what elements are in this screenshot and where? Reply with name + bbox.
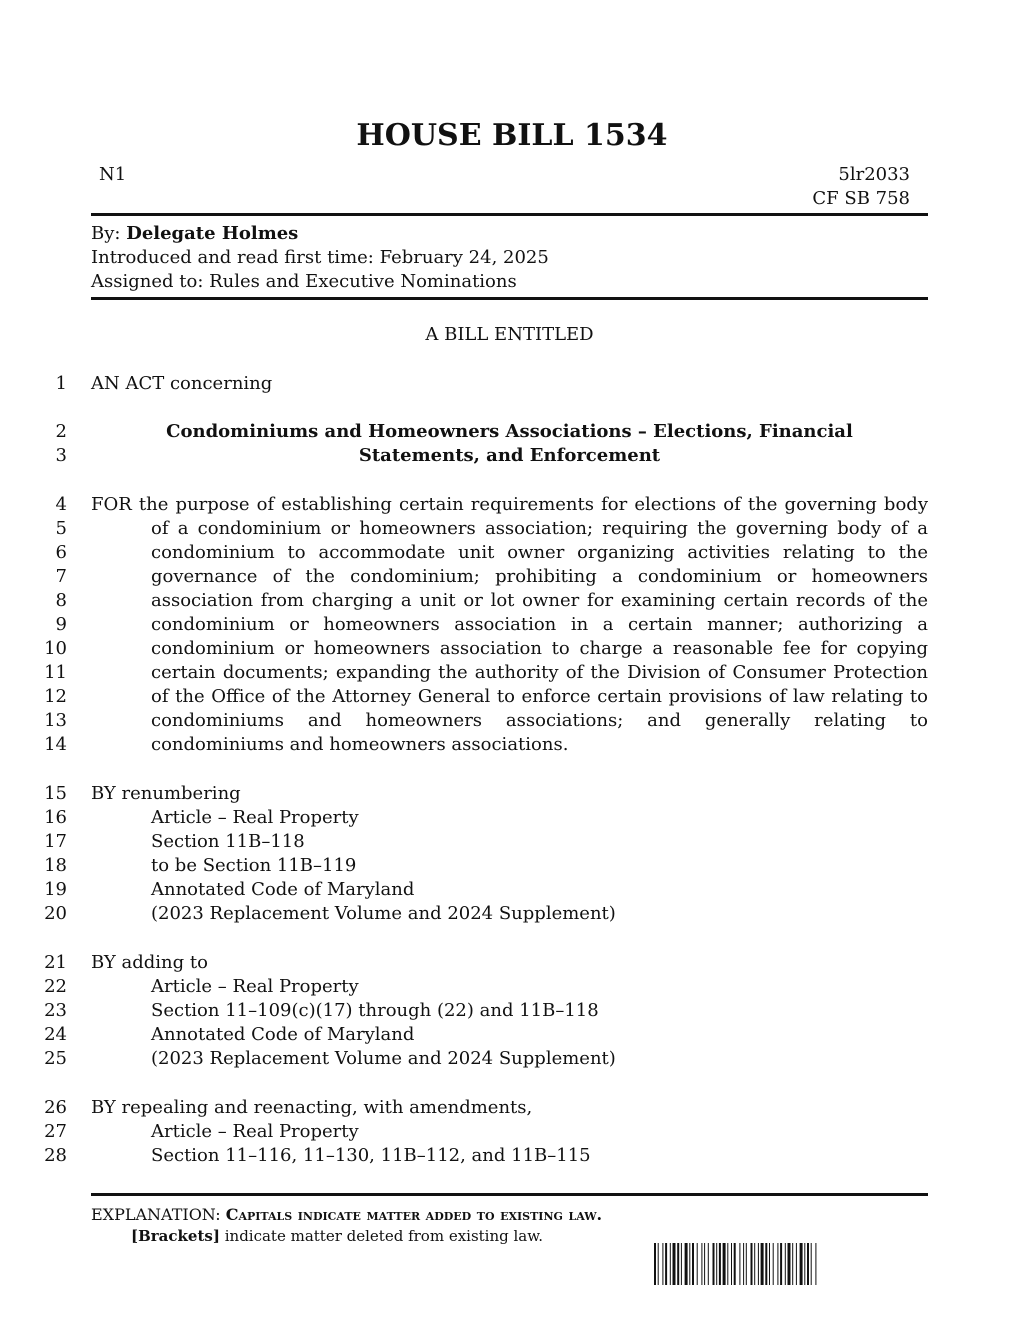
purpose-line: condominium or homeowners association to charge a reasonable fee for copying [151, 638, 928, 659]
barcode-bar [769, 1243, 770, 1285]
line-number: 12 [44, 686, 67, 707]
barcode-bar [788, 1243, 791, 1285]
barcode-bar [670, 1243, 671, 1285]
line-number: 25 [44, 1048, 67, 1069]
line-number: 28 [44, 1145, 67, 1166]
barcode-bar [704, 1243, 705, 1285]
barcode-bar [716, 1243, 717, 1285]
line-number: 27 [44, 1121, 67, 1142]
section-item: Annotated Code of Maryland [151, 879, 415, 900]
bill-entitled: A BILL ENTITLED [425, 324, 594, 345]
line-number: 20 [44, 903, 67, 924]
barcode-bar [662, 1243, 663, 1285]
section-heading: BY renumbering [91, 783, 241, 804]
barcode-bar [785, 1243, 786, 1285]
barcode-bar [658, 1243, 659, 1285]
line-number: 10 [44, 638, 67, 659]
barcode-bar [654, 1243, 656, 1285]
line-number: 17 [44, 831, 67, 852]
purpose-line: condominium to accommodate unit owner organizing activities relating to the [151, 542, 928, 563]
line-number: 2 [55, 421, 67, 442]
barcode-bar [758, 1243, 759, 1285]
bill-title-line: Statements, and Enforcement [358, 445, 661, 466]
brackets-line [131, 1226, 543, 1246]
barcode-bar [692, 1243, 694, 1285]
barcode-bar [765, 1243, 767, 1285]
line-number: 21 [44, 952, 67, 973]
section-item: Annotated Code of Maryland [151, 1024, 415, 1045]
footer-rule [91, 1193, 928, 1196]
purpose-line: of a condominium or homeowners association; requiring the governing body of a [151, 518, 928, 539]
barcode-bar [792, 1243, 793, 1285]
drafting-code: 5lr2033 [838, 164, 910, 185]
purpose-line: certain documents; expanding the authority of the Division of Consumer Protection [151, 662, 928, 683]
purpose-line: condominiums and homeowners associations; and generally relating to [151, 710, 928, 731]
act-concerning: AN ACT concerning [91, 373, 273, 394]
barcode-bar [743, 1243, 744, 1285]
barcode-bar [761, 1243, 764, 1285]
line-number: 22 [44, 976, 67, 997]
barcode-bar [811, 1243, 812, 1285]
barcode-bar [731, 1243, 732, 1285]
line-number: 5 [55, 518, 67, 539]
line-number: 16 [44, 807, 67, 828]
capitals-note: Capitals indicate matter added to existing law. [225, 1205, 603, 1224]
section-heading: BY adding to [91, 952, 208, 973]
barcode-bar [734, 1243, 736, 1285]
explanation-line [91, 1204, 602, 1226]
brackets-word: [Brackets] [131, 1227, 220, 1245]
purpose-line: FOR the purpose of establishing certain requirements for elections of the governing body [91, 494, 928, 515]
bill-title-line: Condominiums and Homeowners Associations – Elections, Financial [166, 421, 853, 442]
barcode-bar [681, 1243, 682, 1285]
barcode-image [654, 1243, 904, 1285]
explanation-label: EXPLANATION: [91, 1205, 221, 1224]
line-number: 13 [44, 710, 67, 731]
barcode-bar [713, 1243, 715, 1285]
barcode-bar [780, 1243, 782, 1285]
line-number: 9 [55, 614, 67, 635]
introduced-line: Introduced and read first time: February 24, 2025 [91, 247, 549, 268]
purpose-line: of the Office of the Attorney General to enforce certain provisions of law relating to [151, 686, 928, 707]
barcode-bar [727, 1243, 728, 1285]
section-heading: BY repealing and reenacting, with amendments, [91, 1097, 533, 1118]
purpose-line: condominiums and homeowners associations. [151, 734, 569, 755]
barcode-bar [673, 1243, 676, 1285]
bill-title-heading: HOUSE BILL 1534 [356, 118, 668, 153]
barcode-bar [708, 1243, 709, 1285]
assigned-line: Assigned to: Rules and Executive Nominations [91, 271, 517, 292]
sponsor-line [91, 222, 298, 246]
barcode-bar [815, 1243, 816, 1285]
brackets-note: indicate matter deleted from existing law. [224, 1227, 544, 1245]
line-number: 3 [55, 445, 67, 466]
barcode-bar [773, 1243, 774, 1285]
section-item: (2023 Replacement Volume and 2024 Supplement) [151, 903, 616, 924]
section-item: (2023 Replacement Volume and 2024 Supplement) [151, 1048, 616, 1069]
barcode-bar [777, 1243, 778, 1285]
barcode-bar [754, 1243, 755, 1285]
purpose-line: condominium or homeowners association in a certain manner; authorizing a [151, 614, 928, 635]
line-number: 24 [44, 1024, 67, 1045]
barcode-bar [739, 1243, 740, 1285]
barcode-bar [796, 1243, 797, 1285]
section-item: Section 11B–118 [151, 831, 305, 852]
barcode-bar [723, 1243, 726, 1285]
section-item: Section 11–109(c)(17) through (22) and 11B–118 [151, 1000, 599, 1021]
purpose-line: association from charging a unit or lot owner for examining certain records of the [151, 590, 928, 611]
section-item: Article – Real Property [151, 976, 359, 997]
section-item: Article – Real Property [151, 1121, 359, 1142]
barcode-bar [807, 1243, 809, 1285]
line-number: 1 [55, 373, 67, 394]
barcode-bar [751, 1243, 753, 1285]
header-rule-bottom [91, 297, 928, 300]
barcode-bar [685, 1243, 688, 1285]
barcode-bar [800, 1243, 803, 1285]
barcode-bar [804, 1243, 805, 1285]
subject-code: N1 [99, 164, 127, 185]
line-number: 7 [55, 566, 67, 587]
section-item: Section 11–116, 11–130, 11B–112, and 11B–115 [151, 1145, 591, 1166]
line-number: 6 [55, 542, 67, 563]
sponsor-name: Delegate Holmes [126, 223, 299, 244]
line-number: 11 [44, 662, 67, 683]
barcode-bar [665, 1243, 667, 1285]
line-number: 23 [44, 1000, 67, 1021]
line-number: 4 [55, 494, 67, 515]
line-number: 14 [44, 734, 67, 755]
line-number: 18 [44, 855, 67, 876]
line-number: 8 [55, 590, 67, 611]
section-item: to be Section 11B–119 [151, 855, 357, 876]
line-number: 26 [44, 1097, 67, 1118]
barcode-bar [701, 1243, 702, 1285]
line-number: 19 [44, 879, 67, 900]
sponsor-label: By: [91, 223, 121, 244]
barcode-bar [697, 1243, 698, 1285]
barcode-bar [746, 1243, 747, 1285]
barcode-bar [689, 1243, 690, 1285]
barcode-bar [719, 1243, 721, 1285]
barcode-bar [677, 1243, 679, 1285]
line-number: 15 [44, 783, 67, 804]
section-item: Article – Real Property [151, 807, 359, 828]
cross-file: CF SB 758 [812, 188, 910, 209]
header-rule-top [91, 213, 928, 216]
purpose-line: governance of the condominium; prohibiting a condominium or homeowners [151, 566, 928, 587]
